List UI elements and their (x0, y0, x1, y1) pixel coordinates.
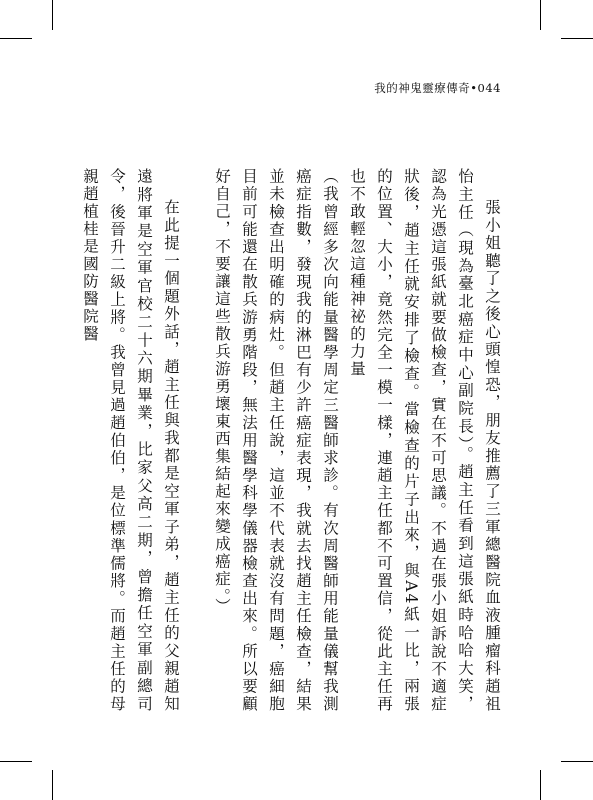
paragraph-2: （我曾經多次向能量醫學周定三醫師求診。有次周醫師用能量儀幫我測癌症指數，發現我的淋巴有少許癌症表現，我就去找趙主任檢查，結果並未檢查出明確的病灶。但趙主任說，這並不代表就沒有問題，癌細胞目前可能還在散兵游勇階段，無法用醫學科學儀器檢查出來。所以要顧好自己，不要讓這些散兵游勇壞東西集結起來變成癌症。） (213, 168, 339, 713)
paragraph-1: 張小姐聽了之後心頭惶恐，朋友推薦了三軍總醫院血液腫瘤科趙祖怡主任（現為臺北癌症中心副院長）。趙主任看到這張紙時哈哈大笑，認為光憑這張紙就要做檢查，實在不可思議。不過在張小姐訴說不適症狀後，趙主任就安排了檢查。當檢查的片子出來，與A4紙一比，兩張的位置、大小，竟然完全一模一樣，連趙主任都不可置信，從此主任再也不敢輕忽這種神祕的力量 (348, 168, 501, 713)
crop-mark-top-left (52, 0, 53, 30)
crop-mark-top-right (540, 0, 541, 30)
header-separator: • (470, 81, 478, 95)
running-header (374, 80, 501, 96)
page-number: 044 (477, 81, 501, 95)
crop-mark-bottom-left (0, 761, 32, 762)
paragraph-3: 在此提一個題外話，趙主任與我都是空軍子弟，趙主任的父親趙知遠將軍是空軍官校二十六期畢業，比家父高二期，曾擔任空軍副總司令，後晉升二級上將。我曾見過趙伯伯，是位標準儒將。而趙主任的母親趙植桂是國防醫院醫 (81, 168, 180, 713)
body-text (76, 168, 505, 713)
crop-mark-top-right (561, 38, 593, 39)
running-title: 我的神鬼靈療傳奇 (374, 81, 471, 95)
crop-mark-bottom-right (540, 770, 541, 800)
crop-mark-top-left (0, 38, 32, 39)
crop-mark-bottom-left (52, 770, 53, 800)
crop-mark-bottom-right (561, 761, 593, 762)
